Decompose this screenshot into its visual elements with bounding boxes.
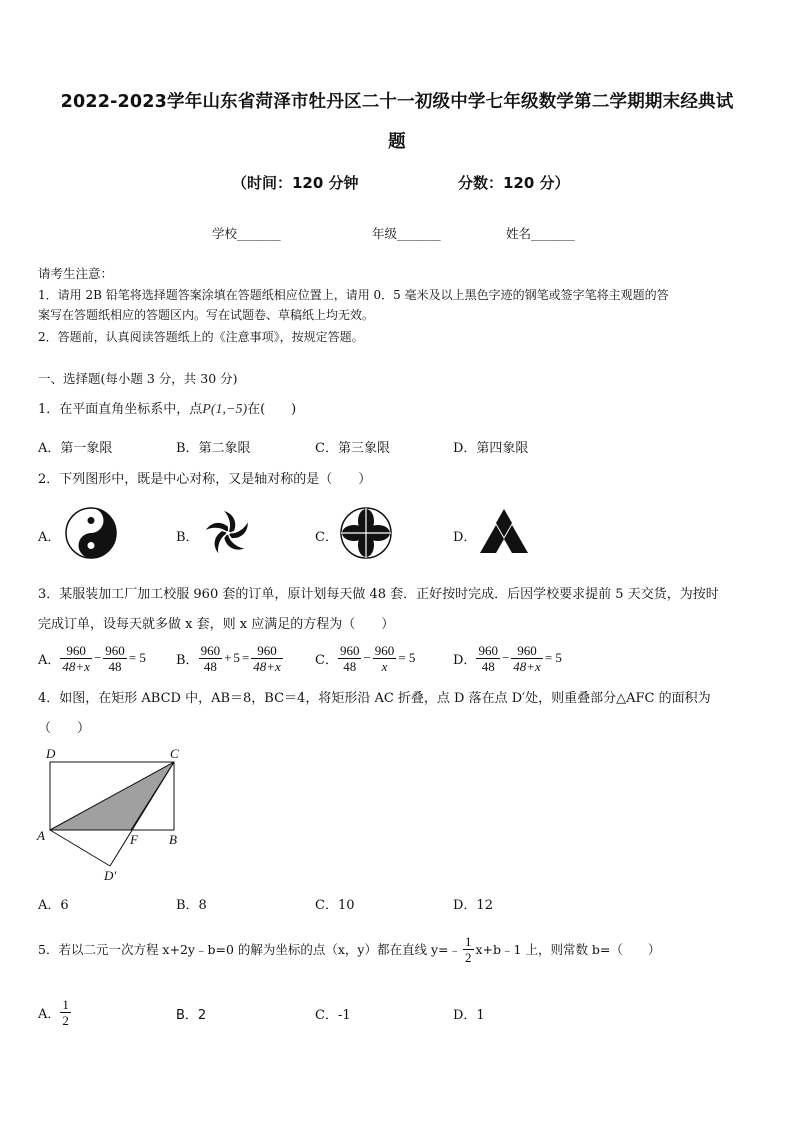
three-diamonds-icon xyxy=(478,508,530,554)
page-title-line1: 2022-2023学年山东省菏泽市牡丹区二十一初级中学七年级数学第二学期期末经典试 xyxy=(60,92,734,112)
notice-item1-line2: 案写在答题纸相应的答题区内。写在试题卷、草稿纸上均无效。 xyxy=(38,308,375,322)
q3-option-d-label: D． xyxy=(453,652,477,668)
q1-point: P(1,−5) xyxy=(202,402,248,417)
question-4-line1: 4．如图，在矩形 ABCD 中，AB＝8，BC＝4，将矩形沿 AC 折叠，点 D 落在点 D′处，则重叠部分△AFC 的面积为 xyxy=(38,691,711,706)
q4-option-a[interactable]: A．6 xyxy=(38,898,69,913)
grade-field: 年级_______ xyxy=(372,226,441,241)
q3-equation-b: $\frac{960}{48}$ + 5 = $\frac{960}{48+x}$ xyxy=(200,642,281,674)
q1-option-b[interactable]: B．第二象限 xyxy=(176,441,251,456)
q3-equation-a: $\frac{960}{48+x}$ − $\frac{960}{48}$ = 5 xyxy=(62,642,146,674)
label-a: A xyxy=(37,828,45,843)
q3-equation-d: $\frac{960}{48}$ − $\frac{960}{48+x}$ = 5 xyxy=(478,642,562,674)
school-field: 学校_______ xyxy=(212,226,281,241)
name-field: 姓名_______ xyxy=(506,226,575,241)
q3-option-b[interactable] xyxy=(176,640,283,676)
triangle-afc xyxy=(50,762,174,830)
q4-option-d[interactable]: D．12 xyxy=(453,898,493,913)
question-3-line1: 3．某服装加工厂加工校服 960 套的订单，原计划每天做 48 套．正好按时完成．后因学校要求提前 5 天交货，为按时 xyxy=(38,587,719,602)
q4-option-b[interactable]: B．8 xyxy=(176,898,207,913)
exam-time: （时间：120 分钟 xyxy=(232,174,359,192)
q5-option-d[interactable]: D．1 xyxy=(453,1008,485,1023)
label-d-prime: D′ xyxy=(104,868,117,883)
pinwheel-icon xyxy=(202,507,254,559)
question-5 xyxy=(38,930,660,968)
q1-option-a[interactable]: A．第一象限 xyxy=(38,441,113,456)
label-d: D xyxy=(46,746,56,761)
segment-ad-prime xyxy=(50,830,110,866)
label-c: C xyxy=(170,746,179,761)
question-4-line2: （ ） xyxy=(38,721,91,736)
notice-item2: 2．答题前，认真阅读答题纸上的《注意事项》，按规定答题。 xyxy=(38,330,364,344)
q3-option-a-label: A． xyxy=(38,652,61,668)
four-petal-circle-icon xyxy=(339,506,393,560)
label-b: B xyxy=(169,832,177,847)
page-title-line2: 题 xyxy=(388,132,406,152)
section-heading: 一、选择题(每小题 3 分，共 30 分) xyxy=(38,371,238,386)
q3-option-b-label: B． xyxy=(176,652,199,668)
exam-score: 分数：120 分） xyxy=(458,174,570,192)
notice-item1-line1: 1．请用 2B 铅笔将选择题答案涂填在答题纸相应位置上，请用 0．5 毫米及以上黑色字迹的钢笔或签字笔将主观题的答 xyxy=(38,288,669,302)
q4-option-c[interactable]: C．10 xyxy=(315,898,355,913)
q5-option-a-label: A． xyxy=(38,1006,61,1022)
q5-option-c[interactable]: C．-1 xyxy=(315,1008,351,1023)
yin-yang-icon xyxy=(64,506,118,560)
q5-text-a: 5．若以二元一次方程 x+2y﹣b=0 的解为坐标的点（x，y）都在直线 y=﹣ xyxy=(38,942,461,957)
q2-option-d[interactable]: D． xyxy=(453,530,477,545)
q1-option-c[interactable]: C．第三象限 xyxy=(315,441,390,456)
q2-option-a[interactable]: A． xyxy=(38,530,61,545)
notice-heading: 请考生注意： xyxy=(38,266,114,281)
q5-text-b: x+b﹣1 上，则常数 b=（ ） xyxy=(475,942,661,957)
q3-option-d[interactable] xyxy=(453,640,564,676)
q4-rectangle-fold-figure xyxy=(30,742,200,884)
q2-option-c[interactable]: C． xyxy=(315,530,338,545)
q5-option-b[interactable]: B．2 xyxy=(176,1008,207,1023)
q3-option-a[interactable] xyxy=(38,640,148,676)
q3-equation-c: $\frac{960}{48}$ − $\frac{960}{x}$ = 5 xyxy=(339,642,416,674)
q5-option-a-fraction: $\frac{1}{2}$ xyxy=(62,996,69,1028)
q3-option-c[interactable] xyxy=(315,640,417,676)
q5-option-a[interactable] xyxy=(38,993,71,1031)
question-3-line2: 完成订单，设每天就多做 x 套，则 x 应满足的方程为（ ） xyxy=(38,617,395,632)
question-2: 2．下列图形中，既是中心对称，又是轴对称的是（ ） xyxy=(38,472,372,487)
q2-option-b[interactable]: B． xyxy=(176,530,199,545)
q3-option-c-label: C． xyxy=(315,652,338,668)
q1-text-a: 1．在平面直角坐标系中，点 xyxy=(38,402,203,417)
label-f: F xyxy=(130,832,138,847)
question-1 xyxy=(38,398,296,418)
q1-option-d[interactable]: D．第四象限 xyxy=(453,441,529,456)
q1-text-b: 在( ) xyxy=(247,402,297,417)
q5-fraction: $\frac{1}{2}$ xyxy=(465,933,472,965)
